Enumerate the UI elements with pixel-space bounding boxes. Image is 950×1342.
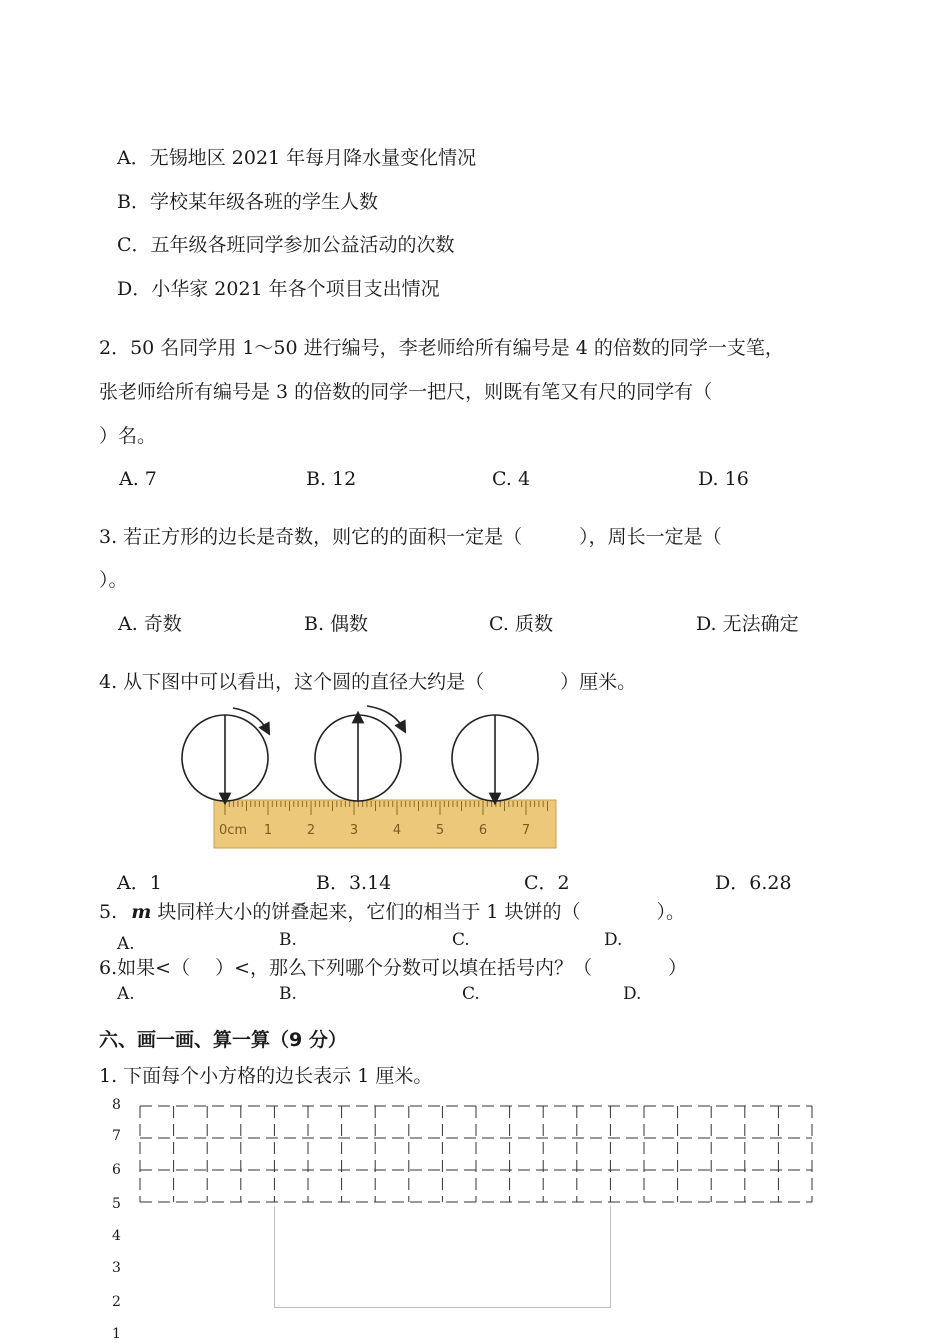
ruler-label: 0cm [219, 823, 248, 838]
q2-line-2: 张老师给所有编号是 3 的倍数的同学一把尺，则既有笔又有尺的同学有（ [99, 381, 713, 403]
q5-option-c: C. [452, 930, 470, 950]
q5-number: 5. [99, 901, 118, 923]
q2-option-d: D. 16 [698, 468, 749, 490]
q5-variable: m [131, 901, 152, 923]
q3-option-c: C. 质数 [489, 613, 553, 635]
circle-ruler-figure [175, 700, 575, 850]
ruler-label: 6 [478, 823, 488, 838]
y-label-6: 6 [112, 1162, 121, 1178]
q6-line: 6.如果<（ ）<，那么下列哪个分数可以填在括号内？（ ） [99, 957, 688, 979]
answer-box [274, 1206, 611, 1308]
ruler-label: 7 [521, 823, 531, 838]
q3-option-a: A. 奇数 [118, 613, 182, 635]
q4-option-d: D．6.28 [715, 872, 792, 894]
q6-option-b: B. [279, 984, 297, 1004]
y-label-2: 2 [112, 1294, 121, 1310]
q1-option-a: A．无锡地区 2021 年每月降水量变化情况 [117, 147, 477, 169]
ruler-label: 1 [263, 823, 273, 838]
q1-option-d: D．小华家 2021 年各个项目支出情况 [117, 278, 440, 300]
q2-line-3: ）名。 [99, 425, 157, 447]
q5-line [99, 900, 685, 924]
dashed-grid [135, 1104, 815, 1214]
q1-option-c: C．五年级各班同学参加公益活动的次数 [117, 234, 455, 256]
q2-option-c: C. 4 [492, 468, 531, 490]
section-6-title: 六、画一画、算一算（9 分） [99, 1029, 347, 1051]
ruler-label: 3 [349, 823, 359, 838]
y-label-4: 4 [112, 1228, 121, 1244]
q6-option-c: C. [462, 984, 480, 1004]
ruler-label: 4 [392, 823, 402, 838]
q4-option-a: A．1 [117, 872, 162, 894]
y-label-1: 1 [112, 1326, 121, 1342]
q3-option-d: D. 无法确定 [696, 613, 799, 635]
q5-option-a: A. [117, 934, 135, 954]
q2-option-b: B. 12 [306, 468, 357, 490]
q6-option-a: A. [117, 984, 135, 1004]
q4-option-b: B．3.14 [316, 872, 392, 894]
q6-option-d: D. [623, 984, 642, 1004]
ruler-label: 2 [306, 823, 316, 838]
q3-line-2: ）。 [99, 569, 128, 591]
q3-option-b: B. 偶数 [304, 613, 369, 635]
y-label-3: 3 [112, 1260, 121, 1276]
section-6-q1: 1. 下面每个小方格的边长表示 1 厘米。 [99, 1065, 433, 1087]
q4-option-c: C．2 [524, 872, 570, 894]
q2-line-1: 2．50 名同学用 1～50 进行编号，李老师给所有编号是 4 的倍数的同学一支笔， [99, 337, 784, 359]
q4-line-1: 4. 从下图中可以看出，这个圆的直径大约是（ ）厘米。 [99, 671, 637, 693]
q5-option-d: D. [604, 930, 623, 950]
y-label-7: 7 [112, 1128, 121, 1144]
ruler-label: 5 [435, 823, 445, 838]
q3-line-1: 3. 若正方形的边长是奇数，则它的的面积一定是（ ），周长一定是（ [99, 526, 722, 548]
y-label-5: 5 [112, 1196, 121, 1212]
y-label-8: 8 [112, 1097, 121, 1113]
q5-text: 块同样大小的饼叠起来，它们的相当于 1 块饼的（ ）。 [157, 901, 686, 923]
q1-option-b: B．学校某年级各班的学生人数 [117, 191, 378, 213]
q5-option-b: B. [279, 930, 297, 950]
q2-option-a: A. 7 [119, 468, 157, 490]
